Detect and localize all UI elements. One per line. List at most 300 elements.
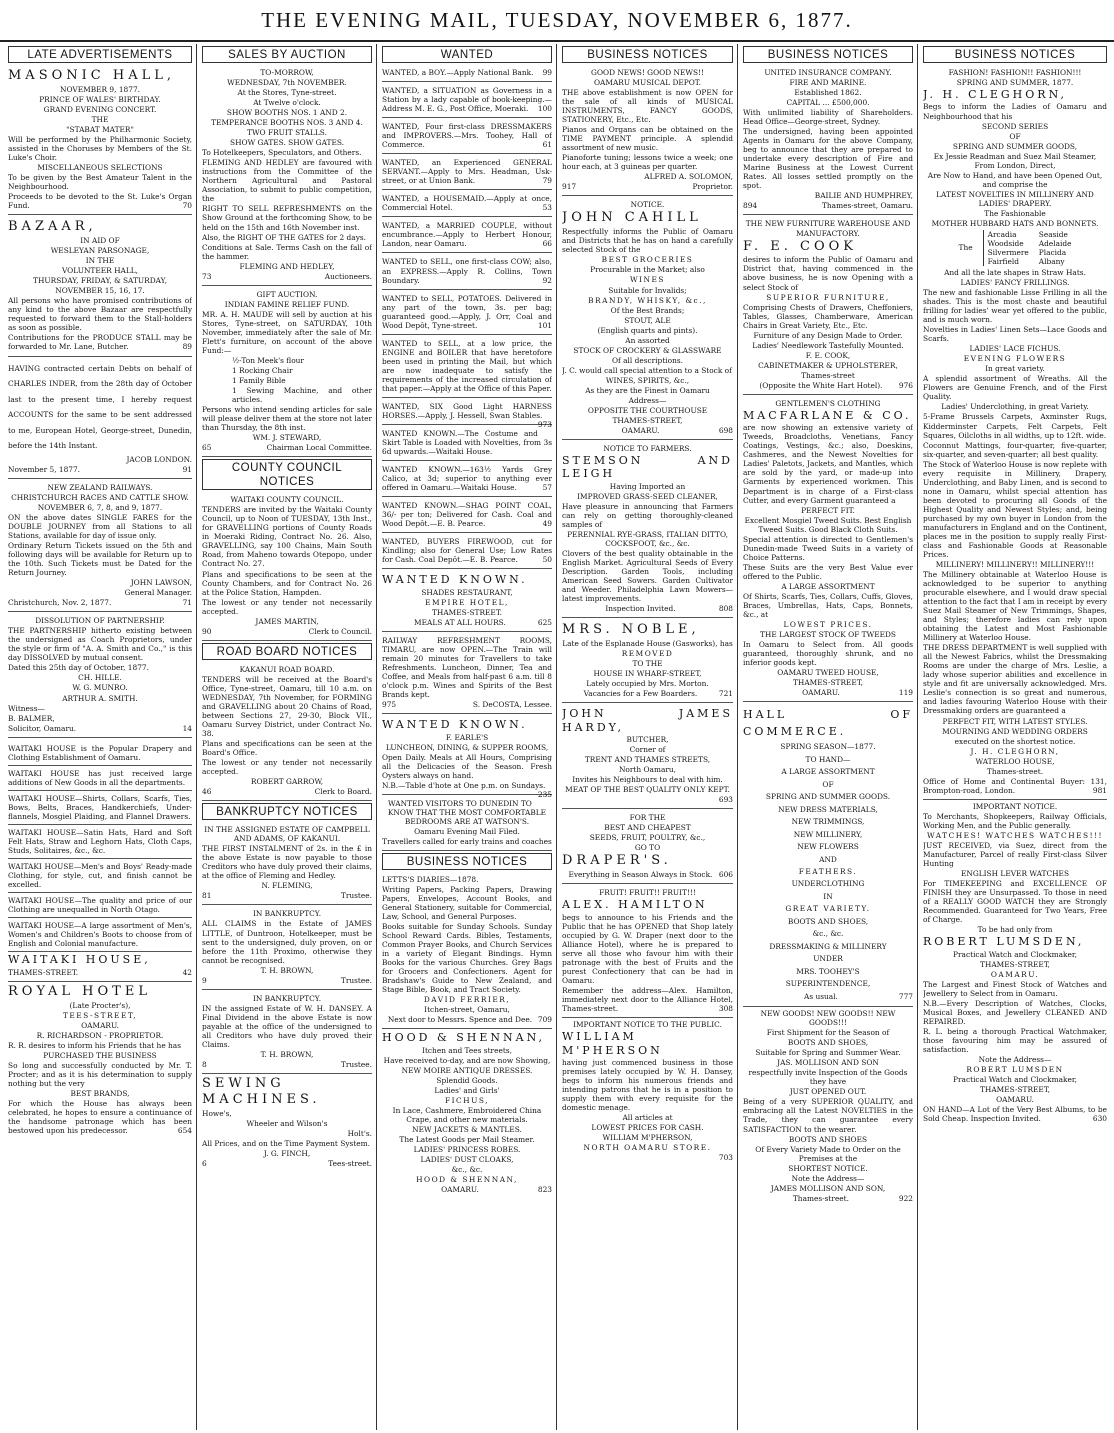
ad-body [382,700,552,709]
ad-signature: CABINETMAKER & UPHOLSTERER, [758,360,898,370]
ad-title: HALL OF COMMERCE. [743,708,913,739]
ad-title: WILLIAM M'PHERSON [562,1030,663,1057]
ad-body: Being of a very SUPERIOR QUALITY, and embracing all the Latest NOVELTIES in the Trade, they can guarantee every SATISFACTION to the wearer. [743,1097,913,1134]
ad-signature: Clerk to Board. [314,787,372,797]
ad-body: Books suitable for Sunday Schools. Sunday School Reward Cards. Bibles, Testaments, Common Prayer Books, and Church Services in a variety of Elegant Bindings. Hymn Books for the various Churches. Grey Bags for Grocers and Confectioners. Agent for Bradshaw's Guide to New Zealand, and Stage Bible, Book, and Tract Society. [382,922,552,995]
ad-line: MEALS AT ALL HOURS. [414,617,506,627]
ad-signature: J. G. FINCH, [263,1148,311,1158]
ad-signature: Auctioneers. [324,271,372,281]
ad-line: TEES-STREET, [62,1010,138,1020]
wanted-ad [382,192,552,217]
ad-body: Have pleasure in announcing that Farmers can rely on getting thoroughly-cleaned samples of [562,501,733,529]
ad-body: WAITAKI HOUSE—The quality and price of our Clothing are unequalled in North Otago. [8,894,192,918]
ad-line: OF [1009,131,1021,141]
ad-number: 66 [542,239,552,249]
ad-mollison-boots [743,1009,913,1203]
ad-line: SHORTEST NOTICE. [788,1163,868,1173]
ad-number: 101 [537,320,552,330]
ad-body [382,780,552,799]
ad-line: Corner of [629,745,666,755]
list-item: Arcadia [987,229,1017,239]
ad-title: MASONIC HALL, [8,68,175,84]
column-3 [382,46,552,1428]
list-item: 1 Rocking Chair [232,365,293,375]
ad-line: WINES [630,275,665,285]
ad-line: NOVEMBER 9, 1877. [60,84,140,94]
ad-body: THE PARTNERSHIP hitherto existing between the undersigned as Coach Proprietors, under the style or firm of "A. A. Smith and Co.," is this day DISSOLVED by mutual consent. [8,626,192,663]
ad-letts-diaries [382,873,552,1030]
ad-body [8,1099,192,1135]
ad-body: Pianoforte tuning; lessons twice a week; one hour each, at 3 guineas per quarter. [562,153,733,172]
ad-furniture-warehouse [743,217,913,394]
ad-body: IN the assigned Estate of W. H. DANSEY. A Final Dividend in the above Estate is now payable at the office of the undersigned to all Creditors who have duly proved their Claims. [202,1003,372,1049]
ad-title: JAS. MOLLISON AND SON [777,1058,879,1068]
ad-body [382,618,552,627]
column-rule [917,44,918,1430]
ad-text: For which the House has always been celebrated, he hopes to ensure a continuance of the handsome patronage which has been bestowed upon his predecessor. [8,1098,192,1135]
ad-body: Invites his Neighbours to deal with him. [572,775,723,785]
ad-title: IMPORTANT NOTICE TO THE PUBLIC. [573,1020,722,1030]
ad-signature: ALFRED A. SOLOMON, [644,172,733,182]
ad-signature: FLEMING AND HEDLEY, [239,261,335,271]
ad-body [562,182,733,191]
ad-body [8,724,192,733]
section-header: BUSINESS NOTICES [382,853,552,870]
ad-body: The Largest and Finest Stock of Watches and Jewellery to Select from in Oamaru. [923,979,1107,998]
ad-number: 89 [182,342,192,352]
ad-signature: DAVID FERRIER, [423,995,511,1005]
section-header: BANKRUPTCY NOTICES [202,803,372,820]
ad-signature: JAMES MARTIN, [255,616,319,626]
ad-royal-hotel [8,984,192,1135]
wanted-ad [382,427,552,461]
ad-body: TENDERS are invited by the Waitaki County Council, up to Noon of TUESDAY, 13th Inst., for GRAVELLING portions of County Roads in Moeraki Riding, Contract No. 26. Also, GRAVELLING, say 100 Chains, Main South Road, from Maheno towards Otepopo, under Contract No. 27. [202,505,372,569]
ad-signature: WM. J. STEWARD, [252,433,322,443]
ad-body: All Prices, and on the Time Payment System. [202,1138,370,1148]
ad-body: desires to inform the Public of Oamaru and District that, having commenced in the above business, he is now Opening with a select Stock of [743,255,913,292]
ad-body: Respectfully informs the Public of Oamaru and Districts that he has on hand a carefully selected Stock of the [562,227,733,255]
ad-text: WANTED KNOWN.—163½ Yards Grey Calico, at 3d; superior to anything ever offered in Oamaru.—Waitaki House. [382,465,552,493]
ad-signature: OAMARU. [996,1095,1034,1105]
column-rule [376,44,377,1430]
ad-line: GO TO [634,843,661,853]
ad-number: 6 [202,1158,207,1168]
list-item: Adelaide [1038,238,1072,248]
ad-line: Travellers called for early trains and coaches [382,836,552,846]
ad-line: The [958,243,973,253]
ad-line: SEEDS, FRUIT, POULTRY, &c., [589,833,706,843]
ad-line: PURCHASED THE BUSINESS [43,1050,157,1060]
ad-text: Contributions for the PRODUCE STALL may be forwarded to Mr. Lane, Butcher. [8,333,192,352]
ad-title: STEMSON AND LEIGH [562,454,733,481]
ad-line: Note the Address— [978,1054,1052,1064]
ad-line: GRAND EVENING CONCERT. [43,104,157,114]
ad-body [382,501,552,528]
ad-body [382,158,552,185]
wanted-ad [382,337,552,398]
ad-signature: Trustee. [340,891,372,901]
ad-line: FICHUS, [444,1095,490,1105]
ad-line: EMPIRE HOTEL, [425,597,509,607]
ad-line: Note the Address— [791,1173,865,1183]
ad-line: TO-MORROW, [260,68,314,78]
ad-line: FRUIT! FRUIT!! FRUIT!!! [599,888,696,898]
ad-title: IN BANKRUPTCY. [252,909,322,919]
ad-line: SPRING AND SUMMER, 1877. [956,78,1074,88]
ad-body: having just commenced business in those premises lately occupied by W. H. Dansey, begs to inform his numerous friends and intending patrons that he is in a position to supply them with every requisite for the domestic menage. [562,1057,733,1113]
ad-notice-farmers [562,442,733,618]
ad-body: WAITAKI HOUSE—Shirts, Collars, Scarfs, Ties, Bows, Belts, Braces, Handkerchiefs, Under-flannels, Mosgiel Plaiding, and Flannel Drawers. [8,792,192,825]
ad-body: First Shipment for the Season of [766,1028,890,1038]
ad-line: BRANDY, WHISKY, &c., [588,295,707,305]
section-header: ROAD BOARD NOTICES [202,643,372,660]
ad-title: DRAPER'S. [562,853,672,869]
ad-body: Open Daily. Meals at All Hours, Comprising all the Delicacies of the Season. Fresh Oysters always on hand. [382,752,552,780]
ad-title: WANTED VISITORS TO DUNEDIN TO KNOW THAT THE MOST COMFORTABLE BEDROOMS ARE AT WATSON'S. [387,798,547,826]
ad-masonic-hall [8,66,192,215]
ad-line: NEW MOIRE ANTIQUE DRESSES. [401,1065,533,1075]
ad-line: NOVEMBER 15, 16, 17. [55,286,145,296]
ad-line: Howe's, [202,1108,232,1118]
ad-body: Begs to inform the Ladies of Oamaru and Neighbourhood that his [923,102,1107,121]
list-item: Woodside [987,238,1024,248]
ad-body [562,689,733,698]
ad-line: &c., &c. [812,929,844,939]
ad-line: Ladies' and Girls' [434,1085,500,1095]
ad-signature: General Manager. [124,588,192,598]
ad-body: Will be performed by the Philharmonic Society, assisted in the Choruses by Members of the St. Luke's Choir. [8,135,192,163]
ad-body: MR. A. H. MAUDE will sell by auction at his Stores, Tyne-street, on SATURDAY, 10th November, immediately after the sale of Mr. Flett's furniture, on account of the above Fund:— [202,309,372,355]
ad-signature: Thames-street. [792,1193,850,1203]
ad-title: IN THE ASSIGNED ESTATE OF CAMPBELL AND ADAMS, OF KAKANUI. [204,825,370,844]
ad-text: WANTED, SIX Good Light HARNESS HORSES.—Apply, J. Hessell, Swan Stables. [382,401,552,420]
ad-body [202,443,372,452]
ad-body [382,68,552,77]
ad-william-mcpherson [562,1020,733,1162]
ad-line: NEW JACKETS & MANTLES. [412,1125,522,1135]
ad-text: WANTED to SELL, at a low price, the ENGINE and BOILER that have heretofore been used in printing the Mail, but which are now inadequate to satisfy the requirements of the increased circulation of that paper.—Apply at the Office of this Paper. [382,338,552,393]
ad-date: November 5, 1877. [8,464,81,474]
ad-number: 976 [898,380,913,390]
ad-number: 308 [718,1004,733,1014]
ad-line: UNDERCLOTHING [791,879,865,889]
ad-railway-refreshment [382,634,552,714]
ad-number: 119 [898,688,913,698]
wanted-ad [382,156,552,190]
ad-signature: S. DeCOSTA, Lessee. [472,700,552,710]
ad-line: An assorted [625,335,670,345]
ad-number: 92 [542,275,552,285]
ad-signature: HOOD & SHENNAN, [416,1175,518,1185]
ad-number: 922 [898,1193,913,1203]
ad-line: THAMES-STREET. [431,607,503,617]
ad-line: FEATHERS. [798,866,858,876]
ad-line: Furniture of any Design Made to Order. [753,330,903,340]
ad-body [382,465,552,492]
ad-body [382,122,552,149]
ad-title: IN BANKRUPTCY. [252,993,322,1003]
ad-title: ROYAL HOTEL [8,983,151,999]
ad-signature: JOHN LAWSON, [130,578,192,588]
ad-text: WANTED to SELL, POTATOES. Delivered in any part of the town, 3s. per bag; guaranteed good.—Apply, J. Orr, Coal and Wood Depôt, Tyne-street. [382,293,552,330]
ad-body: TENDERS will be received at the Board's Office, Tyne-street, Oamaru, till 10 a.m. on WEDNESDAY, 7th November, for FORMING and GRAVELLING about 20 Chains of Road, between Sections 27, 29-30, Block VII., Oamaru Survey District, under Contract No. 38. [202,674,372,738]
ad-body: WAITAKI HOUSE is the Popular Drapery and Clothing Establishment of Oamaru. [8,742,192,766]
ad-title: THE NEW FURNITURE WAREHOUSE AND MANUFACTORY. [745,219,911,238]
ad-line: Of all descriptions. [612,355,683,365]
ad-body [562,870,733,879]
ad-body: Have received to-day, and are now Showing, [383,1055,551,1065]
ad-title: UNITED INSURANCE COMPANY. [764,68,892,78]
ad-line: Wheeler and Wilson's [246,1118,328,1128]
wanted-ad [382,120,552,154]
ad-number: 53 [542,203,552,213]
ad-signature: N. FLEMING, [261,881,313,891]
ad-number: 630 [1092,1114,1107,1124]
ad-text: WANTED, a HOUSEMAID.—Apply at once, Commercial Hotel. [382,194,552,213]
ad-number: 917 [562,182,577,192]
hat-styles-left [983,230,1029,266]
ad-line: OAMARU MUSICAL DEPOT. [593,78,701,88]
ad-line: Suitable for Spring and Summer Wear. [755,1048,901,1058]
ad-line: Itchen-street, Oamaru, [424,1005,510,1015]
ad-signature: ARTHUR A. SMITH. [62,693,138,703]
ad-body: Clovers of the best quality obtainable in the English Market. Agricultural Seeds of Every Description. Garden Tools, including American Seed Sowers. Garden Cultivator and Weeder. Philadelphia Lawn Mowers—latest improvements. [562,549,733,604]
ad-number: 57 [542,483,552,493]
ad-line: OAMARU. [621,425,660,435]
ad-number: 79 [542,176,552,186]
ad-line: (Late Procter's), [69,1000,131,1010]
ad-dissolution [8,614,192,737]
ad-body [8,465,192,474]
ad-body: WAITAKI HOUSE has just received large additions of New Goods in all the departments. [8,767,192,791]
ad-number: 894 [743,201,758,211]
ad-body: WAITAKI HOUSE—A large assortment of Men's, Women's and Children's Boots to choose from of English and Colonial manufacture. [8,919,192,952]
ad-line: GOOD NEWS! GOOD NEWS!! [591,68,704,78]
ad-title: F. E. COOK [743,238,857,254]
ad-line: At Twelve o'clock. [253,98,321,108]
ad-line: LADIES' FANCY FRILLINGS. [960,278,1070,288]
ad-number: 91 [182,464,192,474]
ad-number: 14 [182,723,192,733]
wanted-ad [382,255,552,289]
ad-alex-hamilton [562,886,733,1018]
ad-john-hardy [562,705,733,809]
ad-number: 46 [202,787,212,797]
ad-text: ON HAND—A Lot of the Very Best Albums, to be Sold Cheap. Inspection Invited. [923,1105,1107,1124]
ad-line: NEW TRIMMINGS, [791,817,865,827]
ad-line: BEST GROCERIES [601,255,694,265]
ad-title: IMPORTANT NOTICE. [972,801,1058,811]
ad-lumsden-watches [923,802,1107,1123]
ad-john-cahill [562,198,733,440]
ad-line: JUST OPENED OUT. [789,1087,867,1097]
ad-body [562,426,733,435]
ad-body [562,604,733,613]
ad-body [8,333,192,351]
column-5 [743,46,913,1428]
section-header: WANTED [382,46,552,63]
ad-line: AND [819,854,837,864]
ad-line: All articles at [622,1113,673,1123]
ad-line: Oamaru Evening Mail Filed. [414,826,520,836]
ad-body [202,1060,372,1069]
ad-line: WATCHES! WATCHES WATCHES!!! [926,830,1104,840]
ad-signature: T. H. BROWN, [260,965,314,975]
ad-signature: WILLIAM M'PHERSON, [602,1133,693,1143]
ad-line: FIRE AND MARINE. [789,78,867,88]
ad-line: The Fashionable [984,208,1046,218]
ad-signature: T. H. BROWN, [260,1049,314,1059]
ad-signature: JAMES MOLLISON AND SON, [770,1183,886,1193]
ad-line: BEST AND CHEAPEST [604,823,691,833]
ad-line: "STABAT MATER" [66,125,134,134]
ad-line: BUTCHER, [626,735,669,745]
ad-body [382,257,552,284]
list-item: Silvermere [987,247,1029,257]
ad-line: BOOTS AND SHOES, [787,1038,869,1048]
ad-text: Office of Home and Continental Buyer: 131, Brompton-road, London. [923,776,1107,795]
ad-line: CAPITAL ... £500,000. [786,98,870,108]
ad-body [743,991,913,1002]
ad-united-insurance [743,66,913,215]
ad-line: MEAT OF THE BEST QUALITY ONLY KEPT. [565,785,730,795]
ad-bankruptcy-dansey [202,992,372,1074]
section-header: BUSINESS NOTICES [743,46,913,63]
ad-title: BAZAAR, [8,219,97,235]
ad-line: As usual. [803,991,838,1001]
ad-signature: Chairman Local Committee. [266,443,372,453]
ad-body: begs to announce to his Friends and the Public that he has OPENED that Shop lately occupied by G. W. Draper (next door to the Alliance Hotel), where he is prepared to serve all those who favour him with their patronage with the best of Fruits and the purest Confectionery that can be had in Oamaru. [562,912,733,985]
ad-signature: Trustee. [340,1059,372,1069]
section-header: COUNTY COUNCIL NOTICES [202,459,372,490]
ad-body: Pianos and Organs can be obtained on the TIME PAYMENT principle. A splendid assortment of new music. [562,125,733,153]
ad-body [202,976,372,985]
ad-line: SPRING SEASON—1877. [780,742,876,752]
ad-line: EVENING FLOWERS [963,354,1067,364]
ad-line: Inspection Invited. [605,604,676,614]
wanted-ad [382,400,552,429]
ad-signature: BAILIE AND HUMPHREY, [814,191,913,201]
ad-text: WANTED, a BOY.—Apply National Bank. [382,68,534,78]
ad-body: The undersigned, having been appointed Agents in Oamaru for the above Company, beg to announce that they are prepared to undertake every description of Fire and Marine Business at the Lowest Current Rates. All losses settled promptly on the spot. [743,127,913,191]
ad-title: DISSOLUTION OF PARTNERSHIP. [35,616,165,626]
ad-line: TEMPERANCE BOOTHS NOS. 3 AND 4. [211,118,363,128]
ad-line: Of Every Variety Made to Order on the Premises at the [755,1144,901,1163]
ad-line: SUPERIOR FURNITURE, [766,292,890,302]
ad-line: Procurable in the Market; also [590,265,705,275]
ad-line: F. EARLE'S [445,732,489,742]
ad-number: 8 [202,1059,207,1069]
ad-line: LOWEST PRICES. [783,619,873,629]
ad-body [382,1015,552,1024]
ad-bazaar [8,217,192,356]
ad-line: Solicitor, Oamaru. [8,723,77,733]
ad-body [743,1194,913,1203]
ad-signature: Trustee. [340,975,372,985]
ad-line: UNDER [813,954,843,964]
ad-line: TWO FRUIT STALLS. [247,128,327,138]
ad-body: THE above establishment is now OPEN for the sale of all kinds of MUSICAL INSTRUMENTS, FANCY GOODS, STATIONERY, Etc., Etc. [562,88,733,125]
section-header: LATE ADVERTISEMENTS [8,46,192,63]
ad-line: BOOTS AND SHOES [788,1134,868,1144]
ad-number: 808 [718,604,733,614]
ad-number: 975 [382,700,397,710]
ad-line: OAMARU. [81,1020,119,1030]
hat-styles-right [1039,230,1072,266]
ad-gift-auction [202,288,372,458]
ad-county-council [202,493,372,640]
ad-signature: F. E. COOK, [805,350,851,360]
ad-body: JUST RECEIVED, via Suez, direct from the Manufacturer, Parcel of really First-class Silver Hunting [923,840,1107,868]
ad-body: Comprising Chests of Drawers, Cheffoniers, Tables, Glasses, Chamberware, American Chairs in Great Variety, Etc., Etc. [743,302,913,330]
ad-date: Christchurch, Nov. 2, 1877. [8,598,112,608]
ad-title: WANTED KNOWN. [382,573,528,587]
ad-line: Address— [628,395,667,405]
ad-sewing-machines [202,1076,372,1168]
wanted-ad [382,66,552,82]
ad-railways [8,481,192,612]
ad-body: Novelties in Ladies' Linen Sets—Lace Goods and Scarfs. [923,325,1107,344]
ad-line: Everything in Season Always in Stock. [568,870,713,880]
ad-line: TRENT AND THAMES STREETS, [584,755,711,765]
ad-title: WANTED KNOWN. [382,718,528,732]
ad-line: TO THE [632,659,663,669]
ad-inder-debts [8,359,192,479]
ad-body: All persons who have promised contributions of any kind to the above Bazaar are respectfully requested to forward them to the Stall-holders as soon as possible. [8,296,192,333]
ad-number: 721 [718,689,733,699]
list-item: 1 Family Bible [232,375,286,385]
ad-body: And all the late shapes in Straw Hats. [944,268,1086,278]
ad-waterloo-fashion [923,66,1107,800]
ad-body [202,627,372,636]
ad-body [8,192,192,210]
ad-body [202,1159,372,1168]
ad-body: RAILWAY REFRESHMENT ROOMS, TIMARU, are now OPEN.—The Train will remain 20 minutes for Travellers to take Refreshments. Luncheon, Dinner, Tea and Coffee, and Meals from half-past 6 a.m. till 8 o'clock p.m. Wines and Spirits of the Best Brands kept. [382,635,552,700]
ad-body: Conditions at Sale. Terms Cash on the fall of the hammer. [202,242,372,261]
ad-line: MRS. TOOHEY'S [796,966,860,976]
column-6 [923,46,1107,1428]
ad-signature: Thames-street, Oamaru. [821,201,913,211]
list-item: Placida [1038,247,1067,257]
wanted-ad [382,535,552,569]
ad-body [8,968,192,977]
ad-line: NEW DRESS MATERIALS, [778,804,878,814]
ad-road-board [202,663,372,801]
ad-body: With unlimited liability of Shareholders. Head Office—George-street, Sydney. [743,108,913,127]
ad-line: SPRING AND SUMMER GOODS. [765,792,891,802]
newspaper-title: THE EVENING MAIL, TUESDAY, NOVEMBER 6, 1877. [261,8,853,32]
ad-body [382,86,552,113]
list-item: Albany [1038,256,1065,266]
column-2 [202,46,372,1428]
ad-signature: JACOB LONDON. [126,454,192,464]
ad-body [202,891,372,900]
ad-mrs-noble [562,620,733,703]
ad-body: WAITAKI HOUSE—Satin Hats, Hard and Soft Felt Hats, Straw and Leghorn Hats, Cloth Caps, Studs, Solitaires, &c., &c. [8,826,192,859]
ad-body: The lowest or any tender not necessarily accepted. [202,597,372,616]
ad-hall-of-commerce [743,704,913,1007]
ad-body [743,201,913,210]
ad-signature: Tees-street. [328,1158,372,1168]
ad-number: 693 [718,795,733,805]
ad-title: JOHN JAMES HARDY, [562,707,733,734]
ad-body: HAVING contracted certain Debts on behalf of CHARLES INDER, from the 28th day of October last to the present time, I hereby request ACCOUNTS for the same to be sent addressed to me, European Hotel, George-street, Dunedin, before the 14th Instant. [8,363,192,451]
list-item: Fairfield [987,256,1019,266]
ad-line: THAMES-STREET, [612,415,683,425]
ad-body: These Suits are the very Best Value ever offered to the Public. [743,562,913,581]
ad-body: THE FIRST INSTALMENT of 2s. in the £ in the above Estate is now payable to those Creditors who have duly proved their claims, at the office of Fleming and Hedley. [202,844,372,881]
ad-body: Plans and specifications to be seen at the County Chambers, and for Contract No. 26 at the Police Station, Hampden. [202,569,372,597]
